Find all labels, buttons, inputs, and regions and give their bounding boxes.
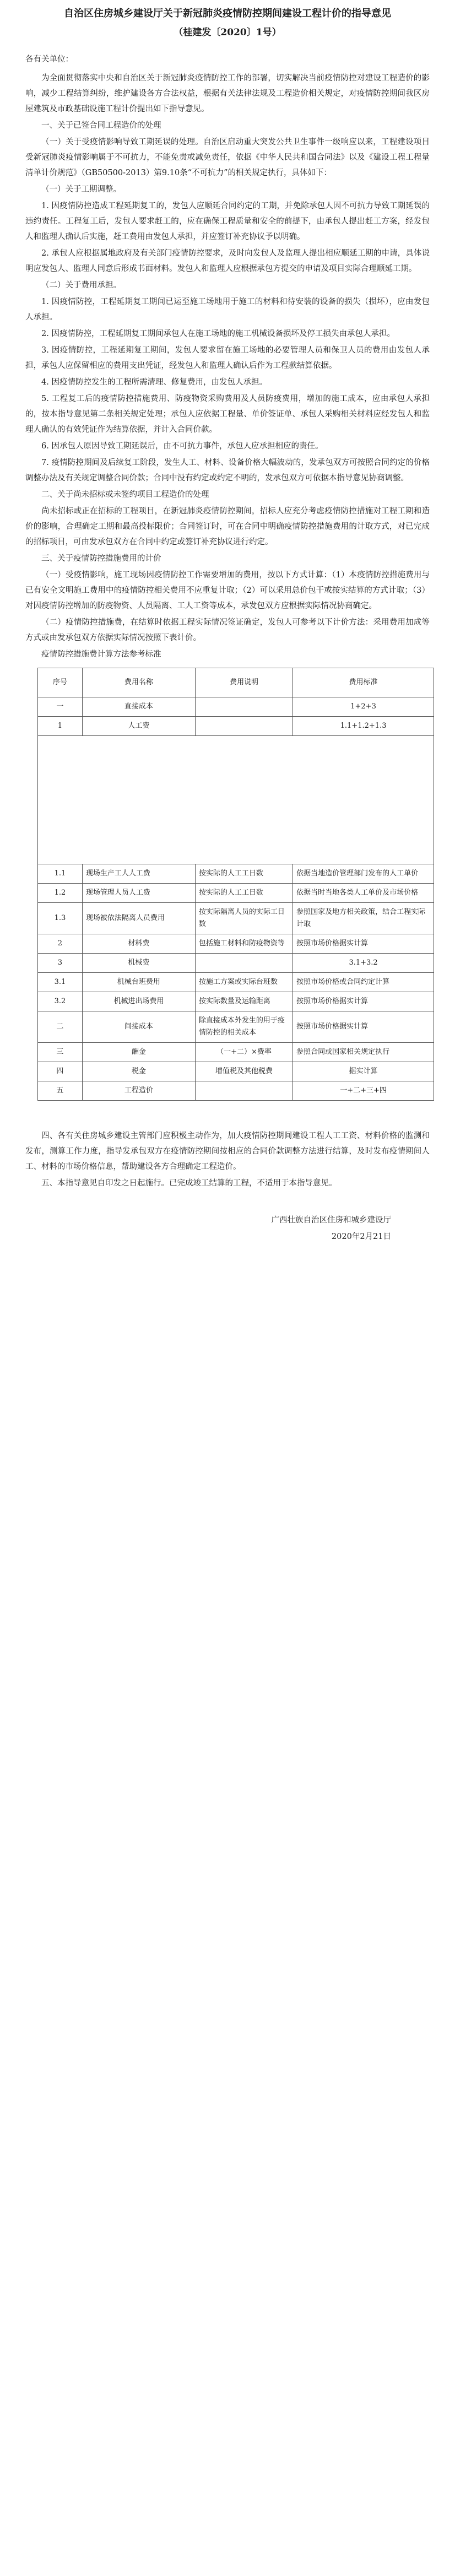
paragraph: 尚未招标或正在招标的工程项目，在新冠肺炎疫情防控期间，招标人应充分考虑疫情防控措施对工程工期和造价的影响，合理确定工期和最高投标限价；合同签订时，可在合同中明确疫情防控措施费用的计取方式，对已完成的招标项目，可由发承包双方在合同中约定或签订补充协议进行约定。: [25, 507, 430, 546]
document-number: （桂建发〔2020〕1号）: [174, 27, 281, 38]
table-cell: 一+二+三+四: [293, 1081, 434, 1101]
paragraph: 四、各有关住房城乡建设主管部门应积极主动作为，加大疫情防控期间建设工程人工工资、材料价格的监测和发布，测算工作力度，指导发承包双方在疫情防控期间按相应的合同价款调整方法进行结算，及时发布疫情期间人工、材料的市场价格信息，帮助建设各方合理确定工程造价。: [25, 1132, 430, 1171]
table-row: [38, 1081, 434, 1101]
table-cell: 材料费: [82, 934, 195, 954]
paragraph: 2. 因疫情防控，工程延期复工期间承包人在施工场地的施工机械设备损坏及停工损失由承包人承担。: [41, 329, 395, 338]
paragraph: 五、本指导意见自印发之日起施行。已完成竣工结算的工程，不适用于本指导意见。: [41, 1179, 337, 1188]
table-cell: 现场生产工人人工费: [82, 864, 195, 884]
table-cell: 工程造价: [82, 1081, 195, 1101]
table-cell: 1+2+3: [293, 697, 434, 717]
table-cell: 3.2: [38, 992, 83, 1011]
column-header: 费用名称: [82, 668, 195, 697]
section-heading: 三、关于疫情防控措施费用的计价: [41, 554, 161, 563]
table-cell: 税金: [82, 1062, 195, 1081]
signature-date: 2020年2月21日: [331, 1232, 391, 1241]
table-cell: [195, 954, 292, 973]
table-cell: 增值税及其他税费: [195, 1062, 292, 1081]
table-cell: [195, 697, 292, 717]
paragraph: 5. 工程复工后的疫情防控措施费用、防疫物资采购费用及人员防疫费用，增加的施工成本，应由承包人承担的，按本指导意见第二条相关规定处理；承包人应依据工程量、单价签证单、承包人采购相关材料应经发包人和监理人确认的有效凭证作为结算依据，并计入合同价款。: [25, 394, 430, 434]
table-row: [38, 992, 434, 1011]
paragraph: （一）关于受疫情影响导致工期延误的处理。自治区启动重大突发公共卫生事件一级响应以来，工程建设项目受新冠肺炎疫情影响属于不可抗力，不能免责或减免责任，依据《中华人民共和国合同法》以及《建设工程工程量清单计价规范》（GB50500-2013）第9.10条“不可抗力”的相关规定执行，具体如下：: [25, 138, 430, 177]
table-cell: 机械费: [82, 954, 195, 973]
table-cell: 机械台班费用: [82, 973, 195, 992]
table-row: [38, 903, 434, 934]
table-row: [38, 934, 434, 954]
table-cell: 2: [38, 934, 83, 954]
table-cell: 五: [38, 1081, 83, 1101]
table-cell: 依据当地造价管理部门发布的人工单价: [293, 864, 434, 884]
table-cell: 按照市场价格据实计算: [293, 1011, 434, 1043]
table-cell: 1.1: [38, 864, 83, 884]
table-cell: [195, 1081, 292, 1101]
document-page: [0, 0, 455, 1245]
column-header: 序号: [38, 668, 83, 697]
table-cell: 据实计算: [293, 1062, 434, 1081]
table-cell: 参照国家及地方相关政策，结合工程实际计取: [293, 903, 434, 934]
table-cell: 三: [38, 1043, 83, 1062]
table-row: [38, 717, 434, 736]
subsection-heading: （一）关于工期调整。: [41, 185, 121, 194]
table-cell: 按实际数量及运输距离: [195, 992, 292, 1011]
paragraph: 7. 疫情防控期间及后续复工阶段，发生人工、材料、设备价格大幅波动的，发承包双方可按照合同约定的价格调整办法及有关规定调整合同价款；合同中没有约定或约定不明的，发承包双方可依据本指导意见协商调整。: [25, 458, 430, 483]
table-row: [38, 864, 434, 884]
table-cell: 按施工方案或实际台班数: [195, 973, 292, 992]
table-cell: 1: [38, 717, 83, 736]
outro-section: [25, 1128, 430, 1191]
table-cell: [195, 717, 292, 736]
table-row: [38, 697, 434, 717]
table-header-row: [38, 668, 434, 697]
table-cell: 按实际的人工工日数: [195, 884, 292, 903]
table-cell: 一: [38, 697, 83, 717]
paragraph: （二）疫情防控措施费，在结算时依据工程实际情况签证确定，发包人可参考以下计价方法：采用费用加成等方式或由发承包双方依据实际情况按照下表计价。: [25, 618, 430, 642]
table-cell: 除直接成本外发生的用于疫情防控的相关成本: [195, 1011, 292, 1043]
cost-table: [37, 668, 434, 1101]
table-cell: 3.1: [38, 973, 83, 992]
paragraph: 4. 因疫情防控发生的工程所需清理、修复费用，由发包人承担。: [41, 378, 267, 387]
column-header: 费用说明: [195, 668, 292, 697]
table-cell: 按照市场价格或合同约定计算: [293, 973, 434, 992]
paragraph: 1. 因疫情防控，工程延期复工期间已运至施工场地用于施工的材料和待安装的设备的损失（损坏），应由发包人承担。: [25, 297, 430, 322]
section-heading: 一、关于已签合同工程造价的处理: [41, 121, 161, 130]
table-cell: 现场管理人员人工费: [82, 884, 195, 903]
intro-section: [25, 71, 430, 662]
table-row: [38, 1062, 434, 1081]
table-cell: 二: [38, 1011, 83, 1043]
table-cell: 人工费: [82, 717, 195, 736]
paragraph: 2. 承包人应根据属地政府及有关部门疫情防控要求，及时向发包人及监理人提出相应顺延工期的申请，具体说明应发包人、监理人同意后形成书面材料。发包人和监理人应根据承包方提交的申请及项目实际合理顺延工期。: [25, 249, 430, 273]
signature-org: 广西壮族自治区住房和城乡建设厅: [271, 1216, 391, 1225]
table-cell: 按照市场价格据实计算: [293, 934, 434, 954]
table-cell: 3.1+3.2: [293, 954, 434, 973]
table-cell: 间接成本: [82, 1011, 195, 1043]
table-cell: 包括施工材料和防疫物资等: [195, 934, 292, 954]
table-row: [38, 1043, 434, 1062]
table-cell: 1.1+1.2+1.3: [293, 717, 434, 736]
table-cell: 机械进出场费用: [82, 992, 195, 1011]
table-cell: 按照市场价格据实计算: [293, 992, 434, 1011]
table-cell: 按实际的人工工日数: [195, 864, 292, 884]
subsection-heading: （二）关于费用承担。: [41, 281, 121, 290]
column-header: 费用标准: [293, 668, 434, 697]
table-cell: 酬金: [82, 1043, 195, 1062]
table-cell: 按实际隔离人员的实际工日数: [195, 903, 292, 934]
document-title: 自治区住房城乡建设厅关于新冠肺炎疫情防控期间建设工程计价的指导意见: [64, 8, 391, 19]
table-cell: 参照合同或国家相关规定执行: [293, 1043, 434, 1062]
paragraph: 3. 因疫情防控，工程延期复工期间，发包人要求留在施工场地的必要管理人员和保卫人员的费用由发包人承担，承包人应保留相应的费用支出凭证，经发包人和监理人确认后作为工程款结算依据。: [25, 346, 430, 370]
section-heading: 二、关于尚未招标或未签约项目工程造价的处理: [41, 490, 209, 499]
paragraph: （一）受疫情影响，施工现场因疫情防控工作需要增加的费用，按以下方式计算：（1）本疫情防控措施费用与已有安全文明施工费用中的疫情防控相关费用不应重复计取；（2）可以采用总价包干或按实结算的方式计取；（3）对因疫情防控增加的防疫物资、人员隔离、工人工资等成本，承发包双方应根据实际情况协商确定。: [25, 571, 430, 610]
salutation: 各有关单位：: [25, 55, 73, 64]
table-cell: 依据当时当地各类人工单价及市场价格: [293, 884, 434, 903]
paragraph: 1. 因疫情防控造成工程延期复工的，发包人应顺延合同约定的工期，并免除承包人因不可抗力导致工期延误的违约责任。工程复工后，发包人要求赶工的，应在确保工程质量和安全的前提下，由承包人提出赶工方案，经发包人和监理人确认后实施，赶工费用由发包人承担，并应签订补充协议予以明确。: [25, 202, 430, 241]
table-row: [38, 884, 434, 903]
table-cell: 3: [38, 954, 83, 973]
paragraph: 6. 因承包人原因导致工期延误后，由不可抗力事件，承包人应承担相应的责任。: [41, 442, 323, 451]
table-page-break: [38, 736, 434, 864]
table-cell: 四: [38, 1062, 83, 1081]
table-cell: 1.3: [38, 903, 83, 934]
signature-block: [25, 1212, 391, 1245]
table-cell: 直接成本: [82, 697, 195, 717]
table-cell: 1.2: [38, 884, 83, 903]
table-row: [38, 1011, 434, 1043]
table-cell: 现场被依法隔离人员费用: [82, 903, 195, 934]
table-cell: （一+二）×费率: [195, 1043, 292, 1062]
table-caption: 疫情防控措施费计算方法参考标准: [41, 650, 161, 659]
paragraph: 为全面贯彻落实中央和自治区关于新冠肺炎疫情防控工作的部署，切实解决当前疫情防控对建设工程造价的影响，减少工程结算纠纷，维护建设各方合法权益，根据有关法律法规及工程造价相关规定，对疫情防控期间我区房屋建筑及市政基础设施工程计价提出如下指导意见。: [25, 74, 430, 113]
table-row: [38, 973, 434, 992]
table-row: [38, 954, 434, 973]
document-body: [0, 41, 455, 1245]
